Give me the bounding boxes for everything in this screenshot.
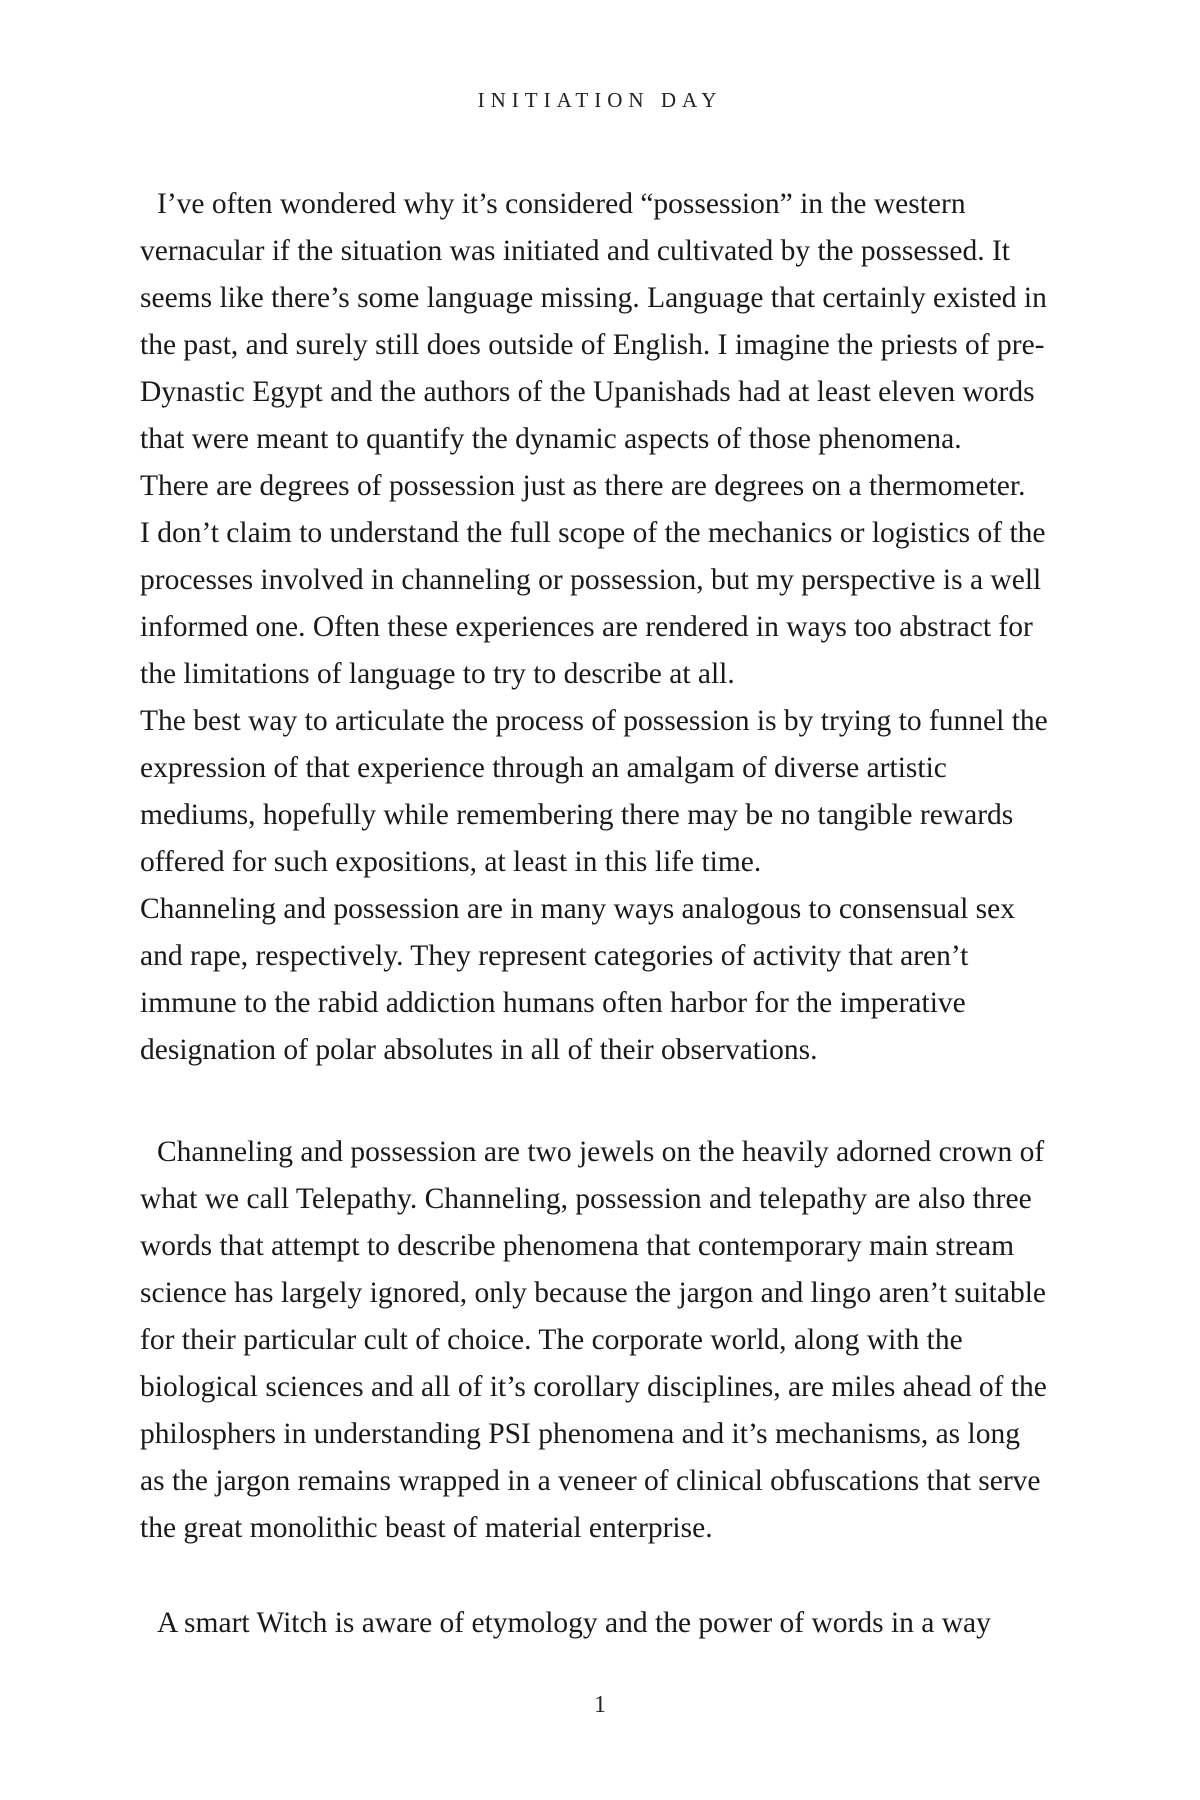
text-line: There are degrees of possession just as there are degrees on a thermometer. (140, 470, 1026, 502)
text-line: processes involved in channeling or possession, but my perspective is a well (140, 564, 1042, 596)
text-line: Channeling and possession are in many ways analogous to consensual sex (140, 893, 1016, 925)
text-line: immune to the rabid addiction humans often harbor for the imperative (140, 987, 966, 1019)
text-line: I don’t claim to understand the full scope of the mechanics or logistics of the (140, 517, 1046, 549)
paragraph-group-3 (140, 1600, 1080, 1647)
text-line: as the jargon remains wrapped in a veneer of clinical obfuscations that serve (140, 1465, 1041, 1497)
text-line: words that attempt to describe phenomena that contemporary main stream (140, 1230, 1015, 1262)
text-line: expression of that experience through an amalgam of diverse artistic (140, 752, 947, 784)
text-line: the past, and surely still does outside of English. I imagine the priests of pre- (140, 329, 1045, 361)
text-line: seems like there’s some language missing. Language that certainly existed in (140, 282, 1047, 314)
paragraph-group-2 (140, 1129, 1080, 1552)
running-head: INITIATION DAY (477, 88, 723, 112)
text-line: vernacular if the situation was initiated and cultivated by the possessed. It (140, 235, 1011, 267)
text-line: biological sciences and all of it’s corollary disciplines, are miles ahead of the (140, 1371, 1047, 1403)
text-line: A smart Witch is aware of etymology and the power of words in a way (157, 1607, 991, 1639)
text-line: offered for such expositions, at least in this life time. (140, 846, 762, 878)
text-line: for their particular cult of choice. The corporate world, along with the (140, 1324, 963, 1356)
paragraph-group-1 (140, 181, 1080, 1074)
text-line: informed one. Often these experiences are rendered in ways too abstract for (140, 611, 1033, 643)
text-line: mediums, hopefully while remembering there may be no tangible rewards (140, 799, 1014, 831)
text-line: the great monolithic beast of material enterprise. (140, 1512, 713, 1544)
text-line: and rape, respectively. They represent categories of activity that aren’t (140, 940, 969, 972)
text-line: that were meant to quantify the dynamic aspects of those phenomena. (140, 423, 962, 455)
text-line: the limitations of language to try to describe at all. (140, 658, 735, 690)
text-line: I’ve often wondered why it’s considered “possession” in the western (157, 188, 966, 220)
text-line: Channeling and possession are two jewels on the heavily adorned crown of (157, 1136, 1045, 1168)
page-number: 1 (594, 1692, 606, 1718)
text-line: Dynastic Egypt and the authors of the Upanishads had at least eleven words (140, 376, 1035, 408)
text-line: what we call Telepathy. Channeling, possession and telepathy are also three (140, 1183, 1032, 1215)
text-line: philosphers in understanding PSI phenomena and it’s mechanisms, as long (140, 1418, 1020, 1450)
text-line: The best way to articulate the process of possession is by trying to funnel the (140, 705, 1048, 737)
text-line: designation of polar absolutes in all of their observations. (140, 1034, 818, 1066)
text-line: science has largely ignored, only because the jargon and lingo aren’t suitable (140, 1277, 1047, 1309)
